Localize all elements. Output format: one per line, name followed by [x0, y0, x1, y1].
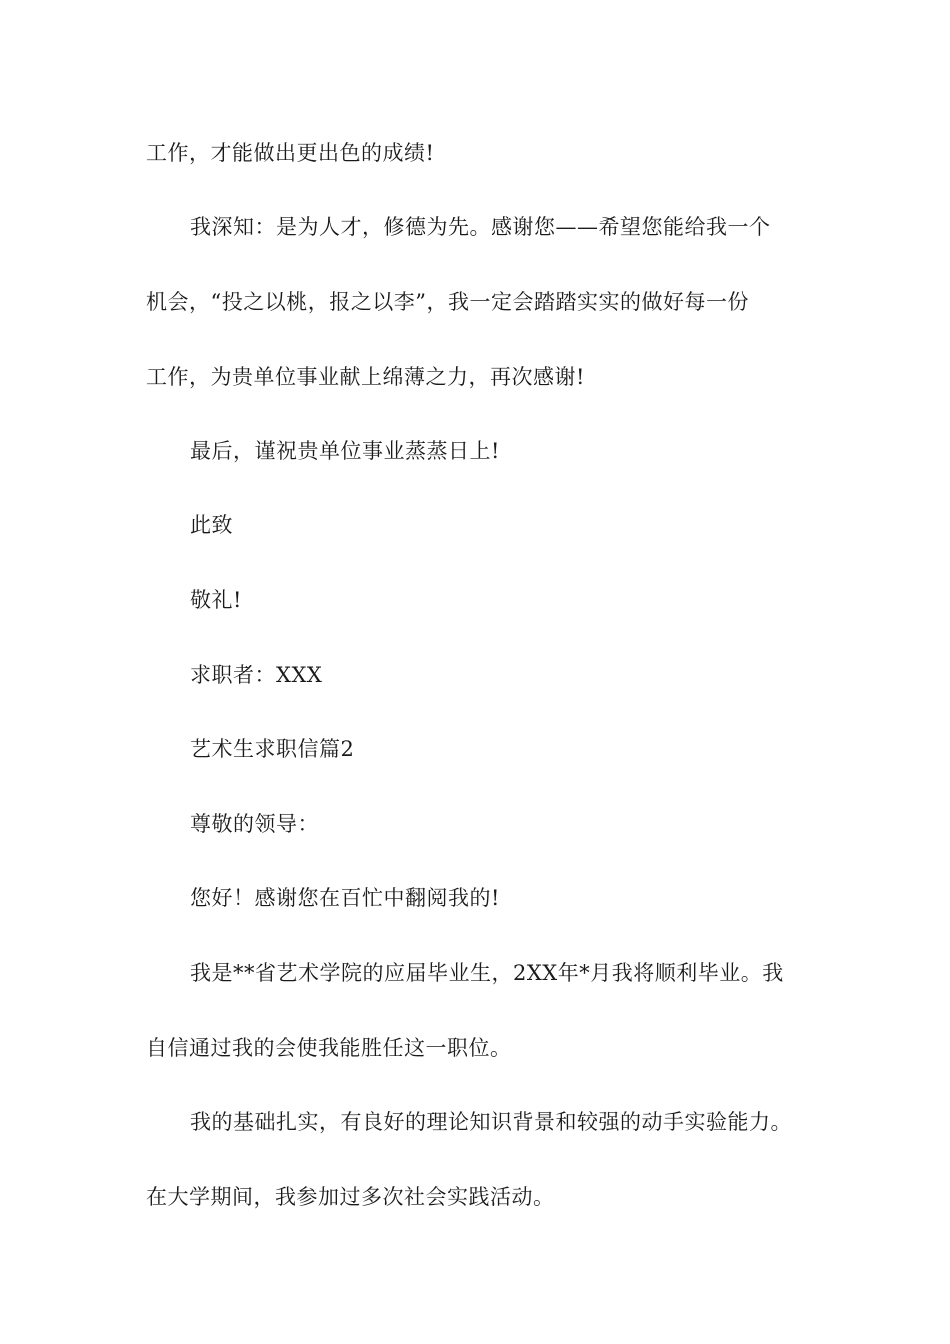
greeting: 尊敬的领导：: [190, 812, 319, 836]
text-line: 机会，“投之以桃，报之以李”，我一定会踏踏实实的做好每一份: [146, 290, 749, 314]
salutation-jing-li: 敬礼!: [190, 588, 242, 612]
text-line: 您好！感谢您在百忙中翻阅我的!: [190, 886, 500, 910]
closing-wish: 最后，谨祝贵单位事业蒸蒸日上!: [190, 439, 500, 463]
text-line: 我的基础扎实，有良好的理论知识背景和较强的动手实验能力。: [190, 1110, 792, 1134]
section-title: 艺术生求职信篇2: [190, 737, 355, 761]
text-line: 工作，为贵单位事业献上绵薄之力，再次感谢!: [146, 365, 585, 389]
text-line: 在大学期间，我参加过多次社会实践活动。: [146, 1185, 555, 1209]
signature-line: 求职者：XXX: [190, 663, 323, 687]
text-line: 我深知：是为人才，修德为先。感谢您——希望您能给我一个: [190, 215, 771, 239]
text-line: 我是**省艺术学院的应届毕业生，2XX年*月我将顺利毕业。我: [190, 961, 784, 985]
salutation-ci-zhi: 此致: [190, 513, 233, 537]
text-line: 工作，才能做出更出色的成绩!: [146, 141, 435, 165]
text-line: 自信通过我的会使我能胜任这一职位。: [146, 1036, 512, 1060]
